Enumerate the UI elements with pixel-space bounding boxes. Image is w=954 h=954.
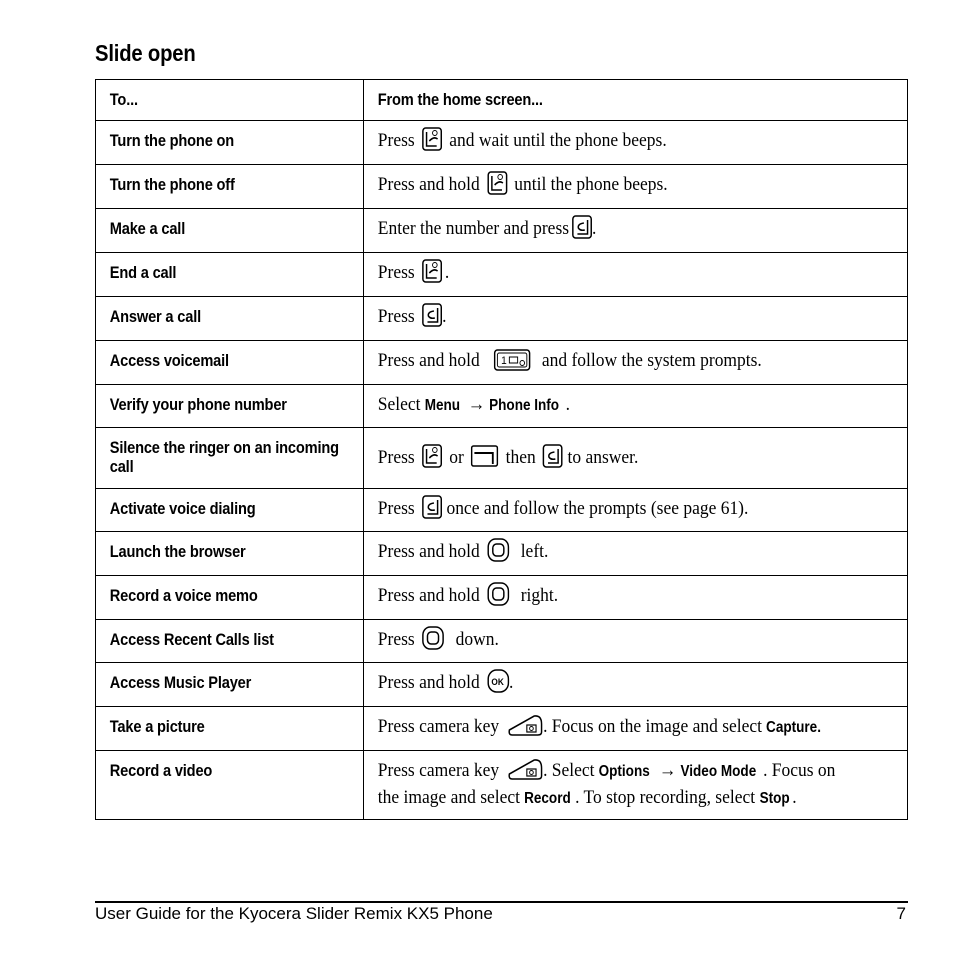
send-key-icon <box>543 444 563 468</box>
row-action: Turn the phone off <box>109 175 235 194</box>
row-description <box>364 121 819 154</box>
row-action: Answer a call <box>109 307 201 326</box>
desc-text: to answer. <box>567 447 639 468</box>
row-description <box>364 663 819 696</box>
desc-text: Select <box>377 394 421 415</box>
instructions-table <box>95 79 908 820</box>
navigation-key-icon <box>487 582 509 606</box>
table-row <box>96 297 908 341</box>
row-description <box>364 576 819 609</box>
desc-text: . <box>592 218 597 239</box>
softkey-label: Stop <box>759 790 790 807</box>
desc-text: left. <box>520 541 549 562</box>
ok-key-icon <box>487 669 509 693</box>
send-key-icon <box>572 215 592 239</box>
row-action: Take a picture <box>109 717 205 736</box>
header-col1: To... <box>109 90 138 109</box>
desc-text: . <box>508 672 514 693</box>
footer-title: User Guide for the Kyocera Slider Remix KX5 Phone <box>95 904 493 923</box>
row-description <box>364 385 819 419</box>
desc-text: Press and hold <box>377 174 480 195</box>
page-number: 7 <box>896 904 906 923</box>
row-action: Make a call <box>109 219 186 238</box>
desc-text: and follow the system prompts. <box>541 350 762 371</box>
table-row <box>96 532 908 576</box>
row-action: Launch the browser <box>109 542 246 561</box>
desc-text: . <box>565 394 570 415</box>
menu-label: Menu <box>424 397 461 414</box>
table-row <box>96 209 908 253</box>
header-col2: From the home screen... <box>377 90 543 109</box>
row-description <box>364 165 819 198</box>
end-key-icon <box>422 127 442 151</box>
table-row <box>96 165 908 209</box>
arrow: → <box>467 394 486 415</box>
send-key-icon <box>422 303 442 327</box>
row-description <box>364 253 819 286</box>
camera-key-icon <box>506 758 543 780</box>
desc-text: and wait until the phone beeps. <box>449 130 667 151</box>
row-action: End a call <box>109 263 177 282</box>
desc-text: . <box>792 787 797 808</box>
row-description <box>364 341 819 374</box>
desc-text: . <box>442 306 447 327</box>
row-description <box>364 532 819 565</box>
right-softkey-icon <box>471 445 499 467</box>
desc-text: Press and hold <box>377 672 480 693</box>
desc-text: Press <box>377 447 415 468</box>
desc-text: Press camera key <box>377 760 500 781</box>
desc-text: . Select <box>543 760 595 781</box>
row-action: Activate voice dialing <box>109 499 256 518</box>
table-row <box>96 428 908 489</box>
desc-text: Press and hold <box>377 350 480 371</box>
row-action: Access Music Player <box>109 673 252 692</box>
row-action: Silence the ringer on an incoming call <box>109 438 339 476</box>
desc-text: Press <box>377 498 415 519</box>
desc-text: . To stop recording, select <box>575 787 756 808</box>
table-row <box>96 751 908 820</box>
page-heading: Slide open <box>95 40 196 66</box>
desc-text: down. <box>455 629 499 650</box>
camera-key-icon <box>506 714 543 736</box>
desc-text: Press <box>377 262 415 283</box>
table-row <box>96 707 908 751</box>
table-row <box>96 620 908 663</box>
arrow: → <box>658 760 677 781</box>
end-key-icon <box>487 171 507 195</box>
table-header-row <box>96 80 908 121</box>
svg-text:1: 1 <box>500 354 507 367</box>
table-row <box>96 121 908 165</box>
svg-text:OK: OK <box>491 676 504 687</box>
row-description <box>364 489 819 522</box>
desc-text: Press camera key <box>377 716 500 737</box>
table-row <box>96 663 908 707</box>
desc-text: or <box>449 447 464 468</box>
row-action: Record a voice memo <box>109 586 258 605</box>
desc-text: once and follow the prompts (see page 61). <box>446 498 749 519</box>
row-action: Verify your phone number <box>109 395 287 414</box>
desc-text: Press <box>377 130 415 151</box>
navigation-key-icon <box>487 538 509 562</box>
desc-text: . <box>444 262 450 283</box>
table-row <box>96 385 908 428</box>
table-row <box>96 341 908 385</box>
desc-text: Press <box>377 306 415 327</box>
end-key-icon <box>422 444 442 468</box>
one-key-voicemail-icon <box>493 349 530 371</box>
desc-text: Press and hold <box>377 541 480 562</box>
desc-text: right. <box>520 585 559 606</box>
desc-text: . Focus on the image and select <box>543 716 763 737</box>
row-description <box>364 620 819 653</box>
softkey-label: Record <box>524 790 572 807</box>
row-description <box>364 297 819 330</box>
menu-item-label: Video Mode <box>680 763 757 780</box>
row-description <box>364 751 847 812</box>
end-key-icon <box>422 259 442 283</box>
row-description <box>364 209 819 242</box>
menu-item-label: Phone Info <box>489 397 560 414</box>
row-action: Turn the phone on <box>109 131 235 150</box>
row-action: Access Recent Calls list <box>109 630 274 649</box>
send-key-icon <box>422 495 442 519</box>
table-row <box>96 253 908 297</box>
desc-text: until the phone beeps. <box>514 174 668 195</box>
desc-text: Enter the number and press <box>377 218 570 239</box>
row-description <box>364 445 819 471</box>
desc-text: then <box>505 447 536 468</box>
footer-rule <box>95 901 908 903</box>
menu-label: Options <box>598 763 651 780</box>
row-action: Record a video <box>109 761 213 780</box>
row-description <box>364 707 847 741</box>
softkey-label: Capture. <box>766 719 822 736</box>
desc-text: . Focus on the image and select <box>377 760 836 808</box>
row-action: Access voicemail <box>109 351 229 370</box>
navigation-key-icon <box>422 626 444 650</box>
desc-text: Press and hold <box>377 585 480 606</box>
table-row <box>96 576 908 620</box>
desc-text: Press <box>377 629 415 650</box>
table-row <box>96 489 908 532</box>
